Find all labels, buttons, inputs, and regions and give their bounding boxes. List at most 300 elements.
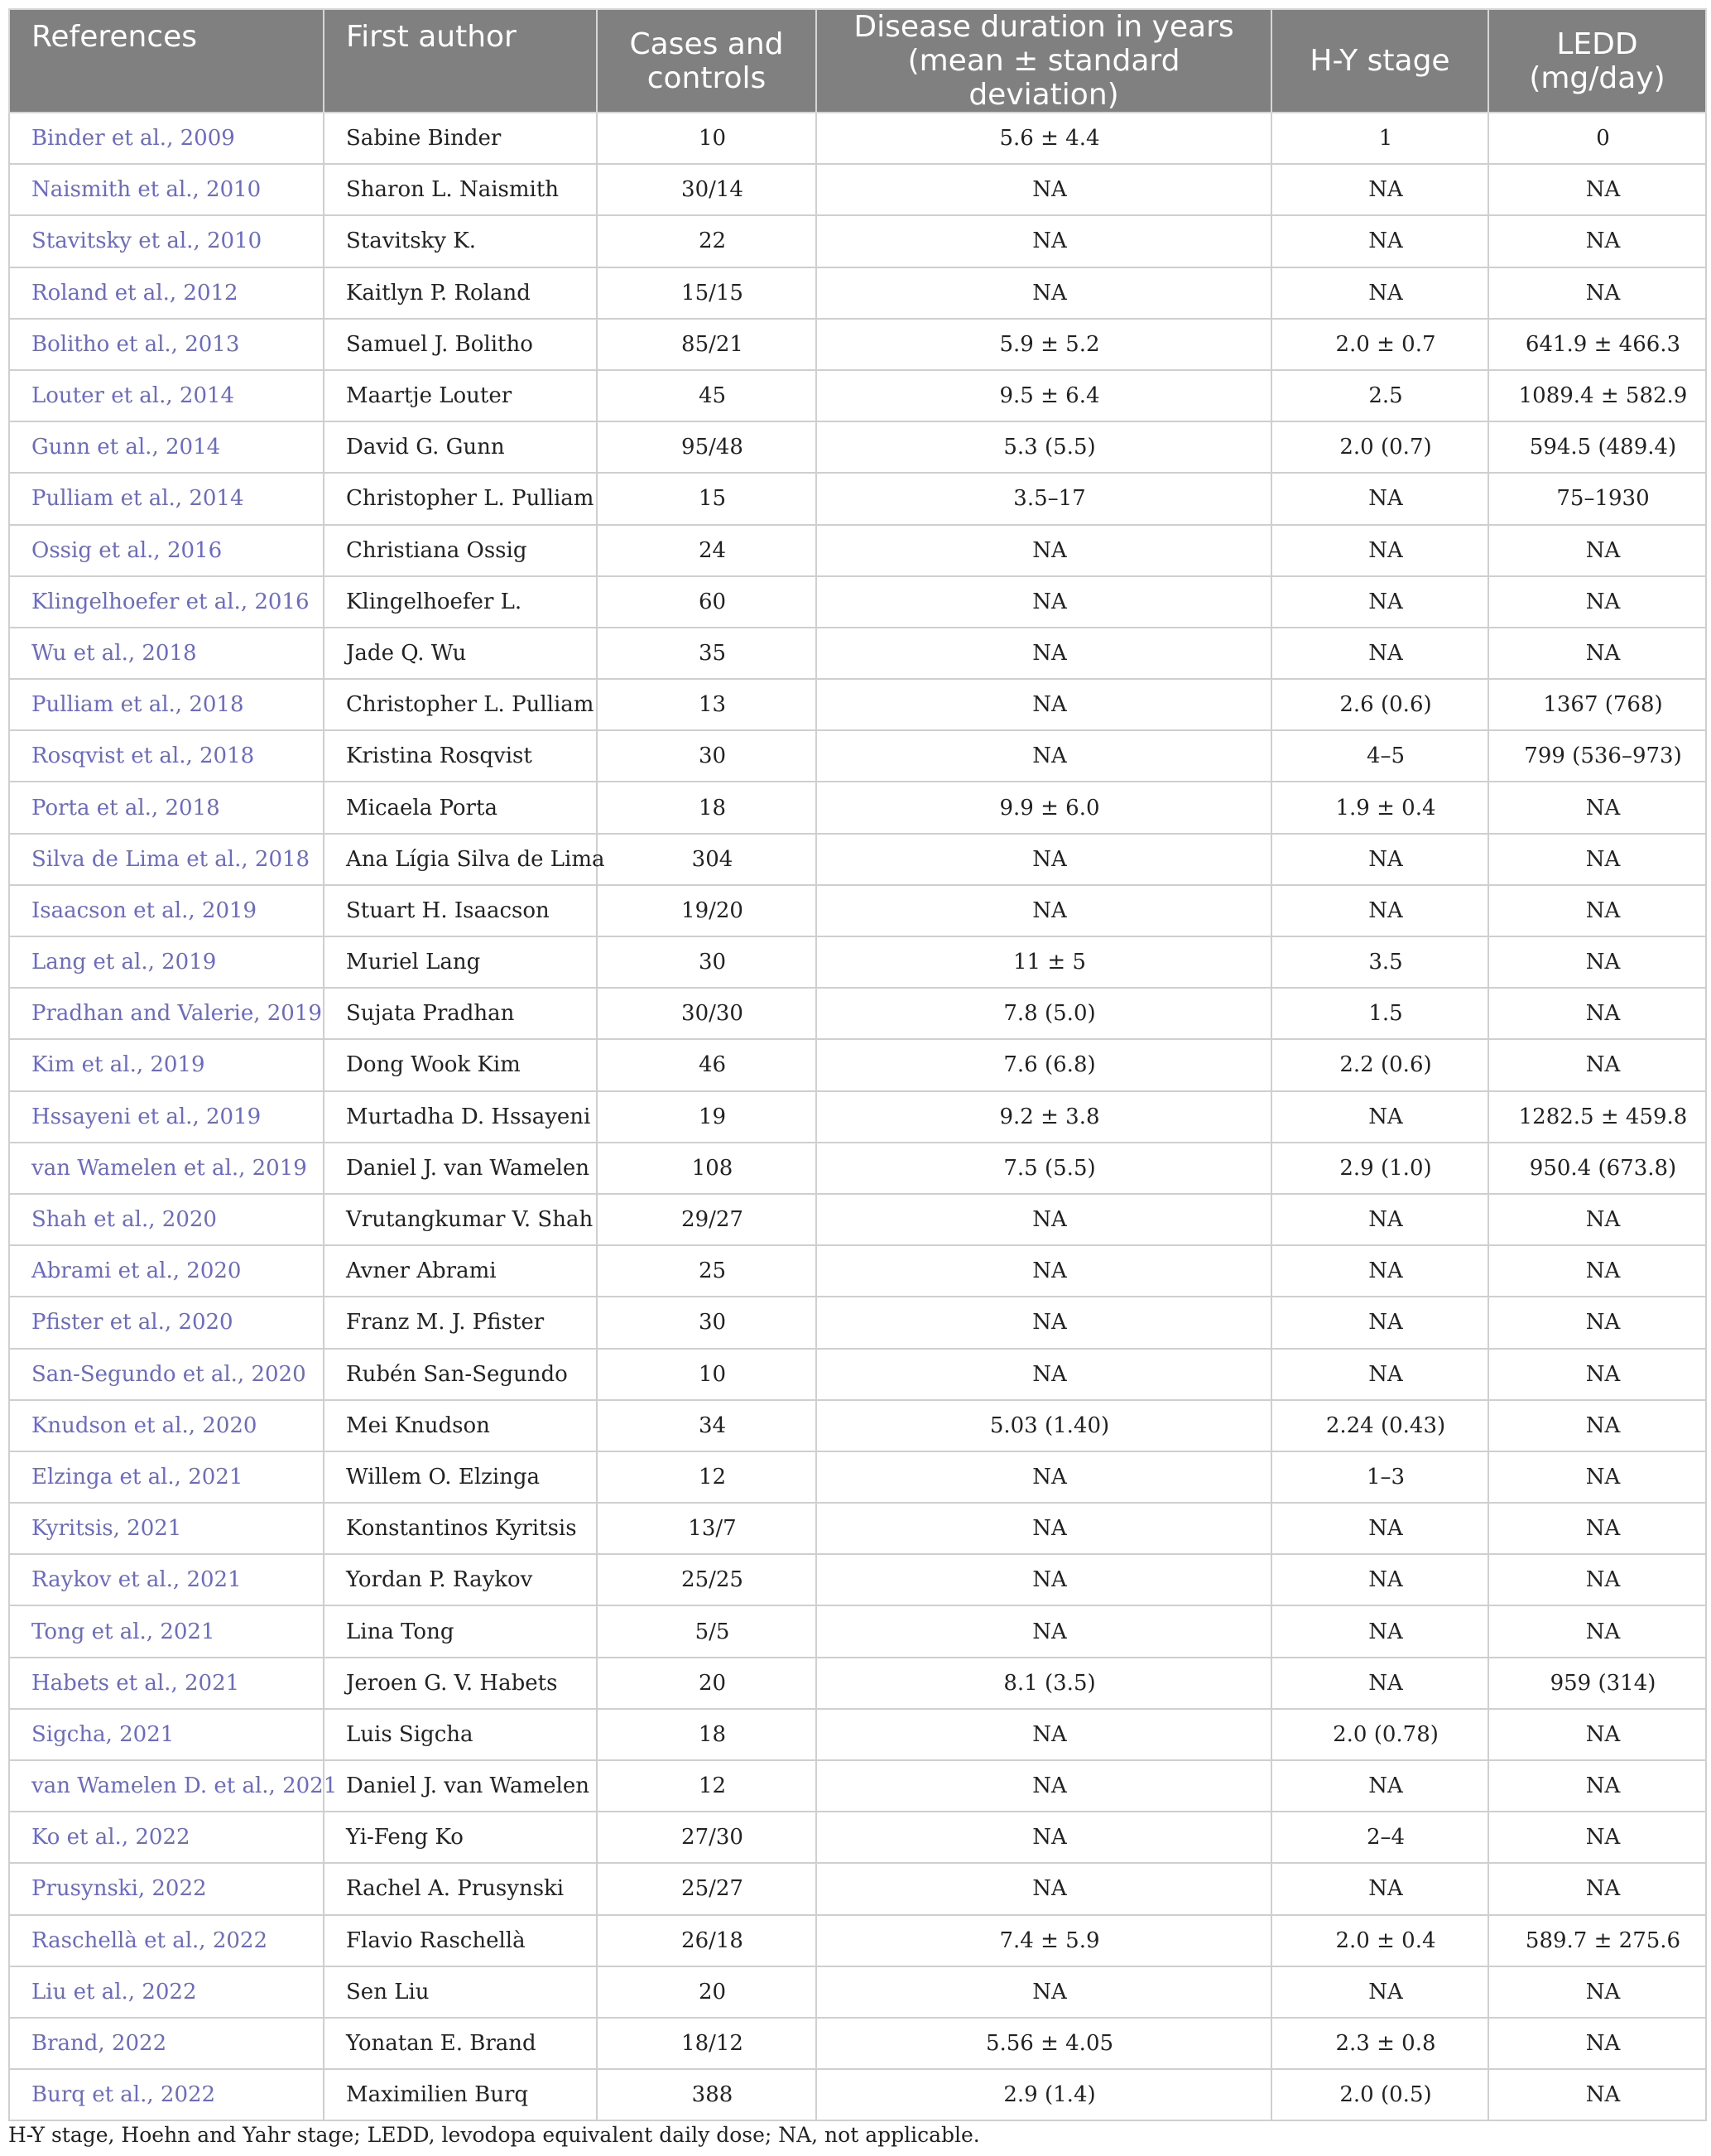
cell-disease-duration: 7.6 (6.8) (816, 1039, 1271, 1090)
cell-reference[interactable] (9, 1863, 324, 1914)
cell-reference[interactable] (9, 1503, 324, 1554)
reference-year-link[interactable]: 2019 (267, 1001, 322, 1027)
table-row (9, 1349, 1706, 1400)
cell-first-author: Daniel J. van Wamelen (324, 1143, 597, 1194)
cell-ledd: 959 (314) (1488, 1658, 1706, 1709)
reference-link[interactable]: Sigcha, (31, 1721, 120, 1747)
reference-year-link[interactable]: 2018 (189, 692, 244, 718)
cell-reference[interactable] (9, 1812, 324, 1863)
cell-first-author: Konstantinos Kyritsis (324, 1503, 597, 1554)
cell-cases-controls: 25 (597, 1245, 816, 1297)
reference-link[interactable]: Pulliam et al., (31, 486, 190, 512)
table-footnote: H-Y stage, Hoehn and Yahr stage; LEDD, levodopa equivalent daily dose; NA, not applicable. (8, 2123, 980, 2147)
reference-year-link[interactable]: 2020 (178, 1310, 233, 1335)
cell-disease-duration: NA (816, 1349, 1271, 1400)
reference-year-link[interactable]: 2013 (185, 331, 240, 357)
cell-cases-controls: 10 (597, 113, 816, 164)
cell-ledd: NA (1488, 1709, 1706, 1760)
cell-hy-stage: NA (1271, 215, 1488, 267)
reference-link[interactable]: Raschellà et al., (31, 1927, 213, 1953)
cell-disease-duration: NA (816, 1503, 1271, 1554)
reference-link[interactable]: Binder et al., (31, 126, 180, 152)
cell-hy-stage: 2.0 (0.5) (1271, 2069, 1488, 2120)
reference-link[interactable]: van Wamelen D. et al., (31, 1773, 283, 1799)
studies-table (8, 8, 1707, 2121)
cell-ledd: 75–1930 (1488, 473, 1706, 524)
table-row (9, 1709, 1706, 1760)
reference-link[interactable]: Gunn et al., (31, 435, 166, 460)
table-row (9, 1194, 1706, 1245)
cell-first-author: Mei Knudson (324, 1400, 597, 1451)
cell-hy-stage: 2.9 (1.0) (1271, 1143, 1488, 1194)
reference-year-link[interactable]: 2021 (160, 1619, 215, 1644)
cell-disease-duration: 2.9 (1.4) (816, 2069, 1271, 2120)
cell-reference[interactable] (9, 679, 324, 730)
cell-ledd: 799 (536–973) (1488, 730, 1706, 782)
cell-ledd: NA (1488, 1194, 1706, 1245)
reference-link[interactable]: Isaacson et al., (31, 898, 202, 923)
reference-link[interactable]: Burq et al., (31, 2082, 161, 2108)
cell-reference[interactable] (9, 576, 324, 628)
cell-reference[interactable] (9, 936, 324, 988)
cell-reference[interactable] (9, 1091, 324, 1143)
cell-ledd: 950.4 (673.8) (1488, 1143, 1706, 1194)
cell-first-author: Yonatan E. Brand (324, 2018, 597, 2069)
reference-link[interactable]: Pulliam et al., (31, 692, 190, 718)
table-row (9, 370, 1706, 421)
cell-cases-controls: 22 (597, 215, 816, 267)
reference-year-link[interactable]: 2018 (142, 640, 197, 666)
cell-first-author: Franz M. J. Pfister (324, 1297, 597, 1348)
cell-reference[interactable] (9, 525, 324, 576)
cell-reference[interactable] (9, 113, 324, 164)
cell-hy-stage: NA (1271, 885, 1488, 936)
cell-cases-controls: 15/15 (597, 267, 816, 319)
cell-first-author: Stavitsky K. (324, 215, 597, 267)
cell-cases-controls: 10 (597, 1349, 816, 1400)
cell-hy-stage: NA (1271, 525, 1488, 576)
reference-link[interactable]: Habets et al., (31, 1670, 185, 1696)
cell-ledd: NA (1488, 1245, 1706, 1297)
cell-first-author: Christiana Ossig (324, 525, 597, 576)
header-disease-duration (816, 9, 1271, 113)
reference-year-link[interactable]: 2016 (254, 589, 310, 614)
cell-reference[interactable] (9, 1451, 324, 1503)
cell-hy-stage: 3.5 (1271, 936, 1488, 988)
cell-ledd: 1367 (768) (1488, 679, 1706, 730)
cell-cases-controls: 35 (597, 628, 816, 679)
header-first-author: First author (324, 9, 597, 113)
cell-cases-controls: 18 (597, 782, 816, 833)
reference-year-link[interactable]: 2014 (179, 383, 235, 409)
cell-disease-duration: 9.2 ± 3.8 (816, 1091, 1271, 1143)
reference-link[interactable]: Louter et al., (31, 383, 180, 409)
cell-first-author: Daniel J. van Wamelen (324, 1760, 597, 1812)
cell-reference[interactable] (9, 1194, 324, 1245)
cell-ledd: NA (1488, 1039, 1706, 1090)
cell-reference[interactable] (9, 988, 324, 1039)
reference-year-link[interactable]: 2022 (111, 2031, 167, 2057)
cell-hy-stage: NA (1271, 1503, 1488, 1554)
cell-ledd: NA (1488, 1760, 1706, 1812)
cell-ledd: NA (1488, 576, 1706, 628)
cell-reference[interactable] (9, 1760, 338, 1812)
table-row (9, 164, 1706, 215)
cell-disease-duration: NA (816, 1863, 1271, 1914)
table-row (9, 988, 1706, 1039)
cell-cases-controls: 30 (597, 1297, 816, 1348)
cell-first-author: Avner Abrami (324, 1245, 597, 1297)
cell-disease-duration: 9.5 ± 6.4 (816, 370, 1271, 421)
reference-year-link[interactable]: 2018 (254, 846, 310, 872)
cell-reference[interactable] (9, 1245, 324, 1297)
reference-year-link[interactable]: 2009 (180, 126, 235, 152)
cell-first-author: Willem O. Elzinga (324, 1451, 597, 1503)
cell-first-author: Samuel J. Bolitho (324, 319, 597, 370)
cell-hy-stage: NA (1271, 1297, 1488, 1348)
cell-cases-controls: 34 (597, 1400, 816, 1451)
header-references: References (9, 9, 324, 113)
reference-link[interactable]: Raykov et al., (31, 1567, 187, 1593)
reference-link[interactable]: Tong et al., (31, 1619, 161, 1644)
cell-disease-duration: NA (816, 885, 1271, 936)
cell-cases-controls: 20 (597, 1658, 816, 1709)
reference-link[interactable]: Kyritsis, (31, 1516, 127, 1542)
cell-disease-duration: NA (816, 679, 1271, 730)
reference-link[interactable]: Brand, (31, 2031, 112, 2057)
cell-cases-controls: 60 (597, 576, 816, 628)
table-row (9, 113, 1706, 164)
cell-hy-stage: 1.9 ± 0.4 (1271, 782, 1488, 833)
cell-reference[interactable] (9, 885, 324, 936)
cell-ledd: 0 (1488, 113, 1706, 164)
cell-first-author: Kaitlyn P. Roland (324, 267, 597, 319)
table-row (9, 1658, 1706, 1709)
cell-first-author: Rachel A. Prusynski (324, 1863, 597, 1914)
studies-table-container (8, 8, 1705, 2121)
cell-reference[interactable] (9, 421, 324, 473)
cell-cases-controls: 20 (597, 1966, 816, 2018)
cell-ledd: NA (1488, 1451, 1706, 1503)
cell-reference[interactable] (9, 782, 324, 833)
reference-link[interactable]: Kim et al., (31, 1052, 151, 1078)
reference-link[interactable]: Shah et al., (31, 1207, 162, 1233)
cell-cases-controls: 30 (597, 730, 816, 782)
cell-hy-stage: NA (1271, 1658, 1488, 1709)
header-cases-line1: Cases and (629, 26, 784, 61)
reference-link[interactable]: Naismith et al., (31, 177, 207, 203)
cell-cases-controls: 12 (597, 1760, 816, 1812)
reference-link[interactable]: Pfister et al., (31, 1310, 179, 1335)
table-row (9, 1143, 1706, 1194)
reference-year-link[interactable]: 2020 (251, 1361, 306, 1387)
reference-link[interactable]: San-Segundo et al., (31, 1361, 252, 1387)
cell-hy-stage: 2.0 (0.78) (1271, 1709, 1488, 1760)
cell-ledd: NA (1488, 988, 1706, 1039)
cell-disease-duration: 5.56 ± 4.05 (816, 2018, 1271, 2069)
cell-disease-duration: NA (816, 1194, 1271, 1245)
cell-reference[interactable] (9, 1349, 324, 1400)
cell-hy-stage: 2–4 (1271, 1812, 1488, 1863)
reference-link[interactable]: Hssayeni et al., (31, 1104, 206, 1129)
cell-ledd: NA (1488, 1863, 1706, 1914)
cell-hy-stage: NA (1271, 1194, 1488, 1245)
cell-reference[interactable] (9, 370, 324, 421)
cell-reference[interactable] (9, 1554, 324, 1605)
cell-cases-controls: 18 (597, 1709, 816, 1760)
reference-year-link[interactable]: 2021 (186, 1567, 242, 1593)
cell-cases-controls: 24 (597, 525, 816, 576)
cell-ledd: NA (1488, 1503, 1706, 1554)
cell-disease-duration: NA (816, 1709, 1271, 1760)
cell-cases-controls: 29/27 (597, 1194, 816, 1245)
cell-reference[interactable] (9, 1039, 324, 1090)
reference-link[interactable]: Lang et al., (31, 950, 162, 975)
cell-disease-duration: 9.9 ± 6.0 (816, 782, 1271, 833)
table-row (9, 936, 1706, 988)
cell-first-author: Kristina Rosqvist (324, 730, 597, 782)
reference-link[interactable]: Bolitho et al., (31, 331, 185, 357)
table-row (9, 1039, 1706, 1090)
reference-link[interactable]: Stavitsky et al., (31, 229, 207, 254)
reference-year-link[interactable]: 2018 (165, 795, 220, 821)
cell-first-author: Sabine Binder (324, 113, 597, 164)
reference-year-link[interactable]: 2016 (166, 537, 223, 563)
cell-reference[interactable] (9, 215, 324, 267)
cell-hy-stage: 1.5 (1271, 988, 1488, 1039)
reference-year-link[interactable]: 2012 (183, 280, 238, 306)
cell-reference[interactable] (9, 1143, 324, 1194)
reference-year-link[interactable]: 2018 (199, 744, 255, 769)
reference-year-link[interactable]: 2010 (206, 177, 262, 203)
cell-ledd: NA (1488, 1349, 1706, 1400)
reference-year-link[interactable]: 2014 (165, 435, 221, 460)
reference-link[interactable]: Abrami et al., (31, 1258, 187, 1284)
reference-year-link[interactable]: 2021 (127, 1516, 182, 1542)
cell-ledd: 589.7 ± 275.6 (1488, 1915, 1706, 1966)
reference-year-link[interactable]: 2021 (184, 1670, 240, 1696)
cell-disease-duration: NA (816, 576, 1271, 628)
table-row (9, 730, 1706, 782)
cell-first-author: Stuart H. Isaacson (324, 885, 597, 936)
table-row (9, 1863, 1706, 1914)
cell-hy-stage: NA (1271, 1091, 1488, 1143)
cell-hy-stage: NA (1271, 628, 1488, 679)
cell-reference[interactable] (9, 1966, 324, 2018)
reference-link[interactable]: Klingelhoefer et al., (31, 589, 255, 614)
cell-ledd: NA (1488, 215, 1706, 267)
cell-disease-duration: 7.8 (5.0) (816, 988, 1271, 1039)
cell-hy-stage: NA (1271, 1966, 1488, 2018)
cell-disease-duration: NA (816, 1605, 1271, 1657)
table-row (9, 2069, 1706, 2120)
table-row (9, 1812, 1706, 1863)
reference-year-link[interactable]: 2019 (150, 1052, 205, 1078)
table-row (9, 1503, 1706, 1554)
table-row (9, 885, 1706, 936)
cell-disease-duration: 5.3 (5.5) (816, 421, 1271, 473)
cell-cases-controls: 30/30 (597, 988, 816, 1039)
reference-year-link[interactable]: 2019 (161, 950, 217, 975)
cell-cases-controls: 19 (597, 1091, 816, 1143)
cell-reference[interactable] (9, 2069, 324, 2120)
reference-year-link[interactable]: 2022 (212, 1927, 267, 1953)
cell-hy-stage: NA (1271, 473, 1488, 524)
table-row (9, 267, 1706, 319)
cell-hy-stage: 4–5 (1271, 730, 1488, 782)
reference-link[interactable]: Roland et al., (31, 280, 184, 306)
cell-cases-controls: 30/14 (597, 164, 816, 215)
cell-disease-duration: NA (816, 1966, 1271, 2018)
cell-disease-duration: NA (816, 164, 1271, 215)
table-row (9, 576, 1706, 628)
cell-reference[interactable] (9, 319, 324, 370)
cell-disease-duration: NA (816, 628, 1271, 679)
cell-first-author: Muriel Lang (324, 936, 597, 988)
table-row (9, 1605, 1706, 1657)
cell-hy-stage: 1 (1271, 113, 1488, 164)
reference-link[interactable]: Ko et al., (31, 1825, 136, 1850)
cell-cases-controls: 18/12 (597, 2018, 816, 2069)
cell-ledd: NA (1488, 885, 1706, 936)
cell-ledd: NA (1488, 1966, 1706, 2018)
header-hy-stage: H-Y stage (1271, 9, 1488, 113)
reference-year-link[interactable]: 2019 (201, 898, 257, 923)
reference-link[interactable]: Liu et al., (31, 1979, 142, 2004)
cell-cases-controls: 5/5 (597, 1605, 816, 1657)
cell-reference[interactable] (9, 1400, 324, 1451)
reference-year-link[interactable]: 2019 (252, 1155, 307, 1181)
table-row (9, 834, 1706, 885)
reference-year-link[interactable]: 2020 (186, 1258, 242, 1284)
cell-first-author: Luis Sigcha (324, 1709, 597, 1760)
reference-year-link[interactable]: 2022 (135, 1825, 190, 1850)
reference-link[interactable]: Knudson et al., (31, 1412, 203, 1438)
cell-hy-stage: NA (1271, 1245, 1488, 1297)
table-row (9, 1451, 1706, 1503)
cell-ledd: NA (1488, 1605, 1706, 1657)
cell-first-author: Christopher L. Pulliam (324, 473, 597, 524)
cell-reference[interactable] (9, 2018, 324, 2069)
table-row (9, 1554, 1706, 1605)
reference-year-link[interactable]: 2010 (206, 229, 262, 254)
table-row (9, 1760, 1706, 1812)
cell-disease-duration: NA (816, 1760, 1271, 1812)
table-row (9, 1297, 1706, 1348)
cell-cases-controls: 85/21 (597, 319, 816, 370)
reference-year-link[interactable]: 2019 (205, 1104, 262, 1129)
cell-reference[interactable] (9, 834, 324, 885)
cell-disease-duration: NA (816, 215, 1271, 267)
reference-year-link[interactable]: 2022 (160, 2082, 216, 2108)
cell-first-author: Maximilien Burq (324, 2069, 597, 2120)
cell-disease-duration: NA (816, 834, 1271, 885)
cell-first-author: Rubén San-Segundo (324, 1349, 597, 1400)
cell-hy-stage: 1–3 (1271, 1451, 1488, 1503)
table-row (9, 2018, 1706, 2069)
cell-ledd: 1089.4 ± 582.9 (1488, 370, 1706, 421)
cell-cases-controls: 26/18 (597, 1915, 816, 1966)
cell-first-author: Yordan P. Raykov (324, 1554, 597, 1605)
cell-reference[interactable] (9, 1658, 324, 1709)
cell-first-author: Yi-Feng Ko (324, 1812, 597, 1863)
cell-disease-duration: NA (816, 730, 1271, 782)
table-row (9, 1091, 1706, 1143)
cell-disease-duration: 5.9 ± 5.2 (816, 319, 1271, 370)
table-row (9, 1915, 1706, 1966)
cell-hy-stage: 2.2 (0.6) (1271, 1039, 1488, 1090)
reference-link[interactable]: Elzinga et al., (31, 1464, 189, 1489)
cell-first-author: Murtadha D. Hssayeni (324, 1091, 597, 1143)
reference-link[interactable]: Ossig et al., (31, 537, 167, 563)
reference-link[interactable]: Rosqvist et al., (31, 744, 199, 769)
table-row (9, 215, 1706, 267)
cell-cases-controls: 19/20 (597, 885, 816, 936)
table-row (9, 421, 1706, 473)
cell-reference[interactable] (9, 1297, 324, 1348)
cell-ledd: NA (1488, 936, 1706, 988)
cell-cases-controls: 25/27 (597, 1863, 816, 1914)
cell-cases-controls: 45 (597, 370, 816, 421)
reference-link[interactable]: Pradhan and Valerie, (31, 1001, 267, 1027)
cell-cases-controls: 27/30 (597, 1812, 816, 1863)
reference-year-link[interactable]: 2020 (202, 1412, 257, 1438)
reference-link[interactable]: Silva de Lima et al., (31, 846, 255, 872)
header-duration-line1: Disease duration in years (853, 10, 1234, 44)
cell-disease-duration: NA (816, 1812, 1271, 1863)
cell-hy-stage: 2.5 (1271, 370, 1488, 421)
cell-disease-duration: 11 ± 5 (816, 936, 1271, 988)
header-cases-controls (597, 9, 816, 113)
cell-hy-stage: NA (1271, 834, 1488, 885)
reference-link[interactable]: Prusynski, (31, 1876, 152, 1902)
reference-year-link[interactable]: 2021 (282, 1773, 338, 1799)
reference-year-link[interactable]: 2020 (161, 1207, 217, 1233)
cell-reference[interactable] (9, 730, 324, 782)
cell-hy-stage: NA (1271, 1349, 1488, 1400)
cell-reference[interactable] (9, 1915, 324, 1966)
cell-cases-controls: 304 (597, 834, 816, 885)
table-row (9, 782, 1706, 833)
cell-first-author: Sujata Pradhan (324, 988, 597, 1039)
table-row (9, 1400, 1706, 1451)
reference-year-link[interactable]: 2014 (189, 486, 244, 512)
reference-year-link[interactable]: 2022 (151, 1876, 207, 1902)
cell-reference[interactable] (9, 1605, 324, 1657)
reference-year-link[interactable]: 2021 (119, 1721, 175, 1747)
cell-reference[interactable] (9, 473, 324, 524)
cell-ledd: NA (1488, 164, 1706, 215)
cell-first-author: Sharon L. Naismith (324, 164, 597, 215)
cell-reference[interactable] (9, 1709, 324, 1760)
cell-hy-stage: NA (1271, 576, 1488, 628)
cell-reference[interactable] (9, 164, 324, 215)
table-row (9, 1966, 1706, 2018)
reference-year-link[interactable]: 2021 (188, 1464, 243, 1489)
cell-cases-controls: 46 (597, 1039, 816, 1090)
cell-first-author: Vrutangkumar V. Shah (324, 1194, 597, 1245)
header-duration-line2: (mean ± standard deviation) (907, 44, 1180, 112)
header-ledd-line1: LEDD (1556, 26, 1638, 61)
reference-year-link[interactable]: 2022 (142, 1979, 197, 2004)
cell-ledd: NA (1488, 1297, 1706, 1348)
cell-reference[interactable] (9, 267, 324, 319)
cell-reference[interactable] (9, 628, 324, 679)
reference-link[interactable]: Wu et al., (31, 640, 142, 666)
reference-link[interactable]: Porta et al., (31, 795, 166, 821)
cell-disease-duration: NA (816, 1451, 1271, 1503)
reference-link[interactable]: van Wamelen et al., (31, 1155, 252, 1181)
